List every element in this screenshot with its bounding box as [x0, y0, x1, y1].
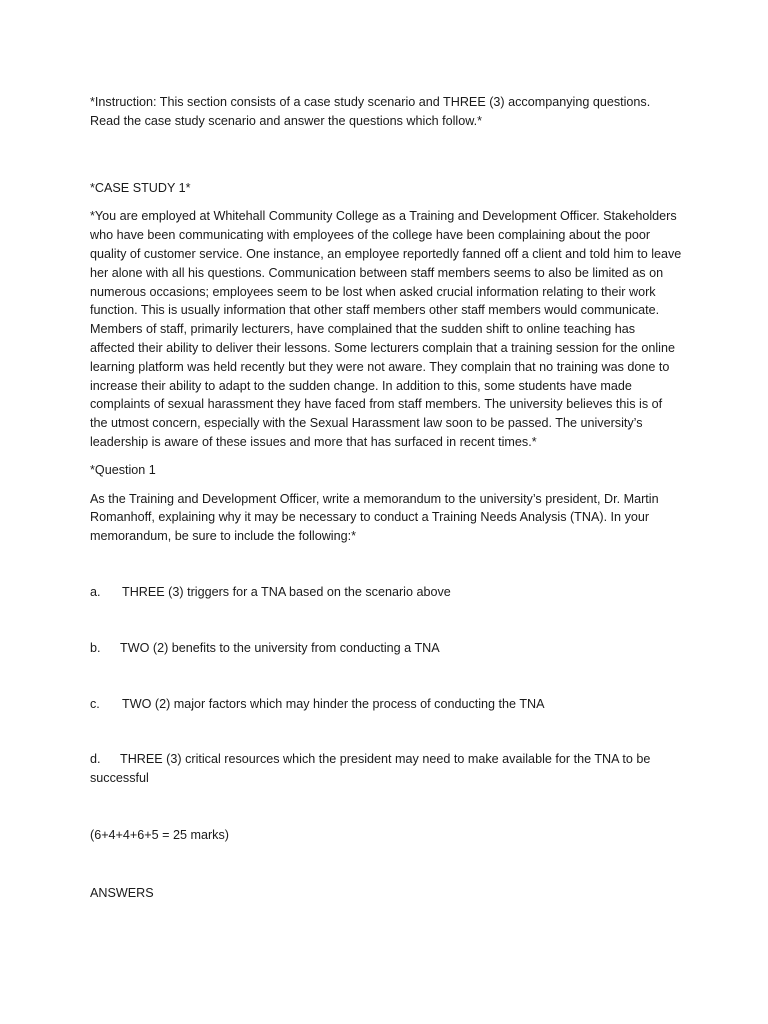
- list-item: [90, 750, 682, 788]
- question-text: As the Training and Development Officer, write a memorandum to the university’s president, Dr. Martin Romanhoff, explaining why it may be necessary to conduct a Training Needs Analysis (TNA). In your memorandum, be sure to include the following:*: [90, 491, 659, 544]
- list-item-letter: d.: [90, 752, 101, 767]
- list-item: [90, 639, 682, 658]
- list-item-text: THREE (3) critical resources which the president may need to make available for the TNA to be successful: [90, 752, 651, 786]
- list-item: [90, 695, 682, 714]
- list-item-text: TWO (2) benefits to the university from conducting a TNA: [120, 640, 440, 655]
- document-page: [90, 93, 682, 903]
- list-item-letter: c.: [90, 696, 100, 711]
- marks-allocation: (6+4+4+6+5 = 25 marks): [90, 827, 229, 842]
- list-item-letter: a.: [90, 584, 101, 599]
- list-item-text: TWO (2) major factors which may hinder the process of conducting the TNA: [122, 696, 545, 711]
- list-item-letter: b.: [90, 640, 101, 655]
- answers-heading: ANSWERS: [90, 885, 154, 900]
- instruction-text: *Instruction: This section consists of a case study scenario and THREE (3) accompanying questions. Read the case study scenario and answer the questions which follow.*: [90, 95, 651, 128]
- list-item-text: THREE (3) triggers for a TNA based on the scenario above: [122, 584, 451, 599]
- list-item: [90, 583, 682, 602]
- case-study-scenario: *You are employed at Whitehall Community College as a Training and Development Officer. Stakeholders who have been communicating with employees of the college have been complaining about the poor quality of customer service. One instance, an employee reportedly fanned off a client and told him to leave her alone with all his questions. Communication between staff members seems to also be limited as on numerous occasions; employees seem to be lost when asked crucial information relating to their work function. This is usually information that other staff members other staff members would communicate. Members of staff, primarily lecturers, have complained that the sudden shift to online teaching has affected their ability to deliver their lessons. Some lecturers complain that a training session for the online learning platform was held recently but they were not aware. They complain that no training was done to increase their ability to adapt to the sudden change. In addition to this, some students have made complaints of sexual harassment they have faced from staff members. The university believes this is of the utmost concern, especially with the Sexual Harassment law soon to be passed. The university’s leadership is aware of these issues and more that has surfaced in recent times.*: [90, 209, 682, 449]
- question-title: *Question 1: [90, 462, 156, 477]
- case-study-title: *CASE STUDY 1*: [90, 180, 191, 195]
